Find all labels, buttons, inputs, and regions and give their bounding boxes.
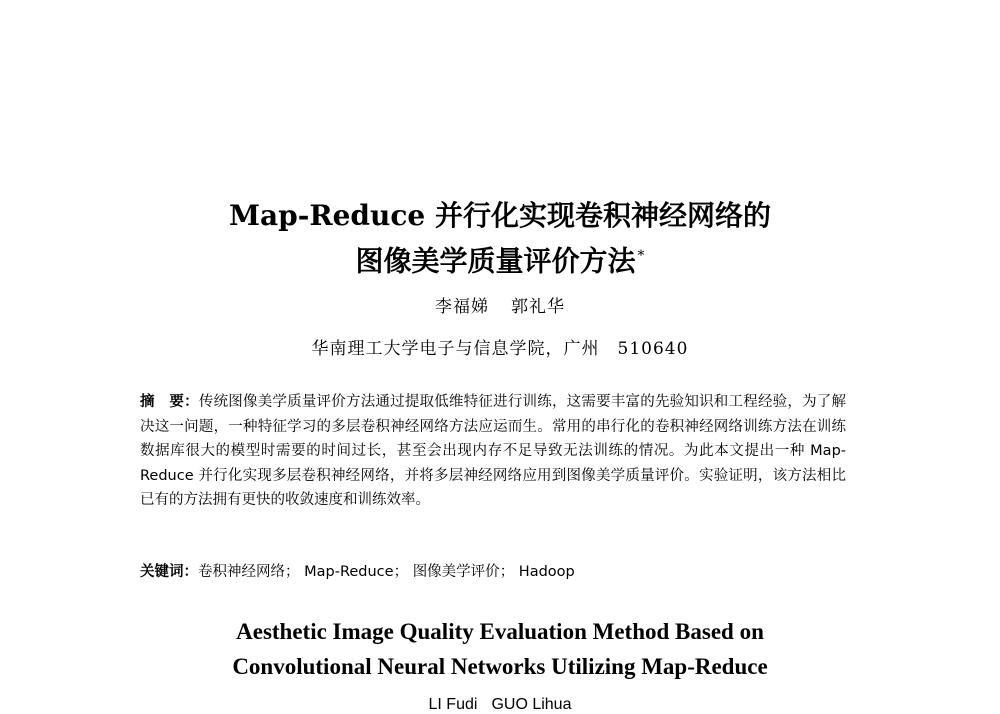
abstract-text: 传统图像美学质量评价方法通过提取低维特征进行训练，这需要丰富的先验知识和工程经验，为了解决这一问题，一种特征学习的多层卷积神经网络方法应运而生。常用的串行化的卷积神经网络训练方法在训练数据库很大的模型时需要的时间过长，甚至会出现内存不足导致无法训练的情况。为此本文提出一种 Map-Reduce 并行化实现多层卷积神经网络，并将多层神经网络应用到图像美学质量评价。实验证明，该方法相比已有的方法拥有更快的收敛速度和训练效率。 [140,394,847,509]
chinese-title-line-1: Map-Reduce 并行化实现卷积神经网络的 [229,199,771,232]
keyword-4: ； Hadoop [500,564,575,580]
abstract-label: 摘 要： [140,394,199,410]
chinese-title [0,196,1000,281]
title-footnote-mark: * [637,248,645,264]
english-author-1: LI Fudi [428,696,478,713]
affiliation: 华南理工大学电子与信息学院，广州 510640 [311,339,689,359]
chinese-authors [0,292,1000,317]
chinese-title-line-2 [0,236,1000,281]
author-1: 李福娣 [435,297,489,317]
keywords-chinese [140,560,846,584]
keyword-1: 卷积神经网络 [198,564,285,580]
keyword-2: ； Map-Reduce [285,564,394,580]
keywords-label: 关键词： [140,564,198,580]
english-title [0,614,1000,684]
keyword-3: ； 图像美学评价 [394,564,500,580]
english-authors [0,696,1000,714]
author-2: 郭礼华 [511,297,565,317]
chinese-title-line-2-text: 图像美学质量评价方法 [355,244,636,278]
english-title-line-2: Convolutional Neural Networks Utilizing Map-Reduce [232,654,768,679]
english-title-line-1: Aesthetic Image Quality Evaluation Method Based on [236,619,764,644]
english-author-2: GUO Lihua [491,696,572,713]
abstract-chinese [140,390,846,513]
